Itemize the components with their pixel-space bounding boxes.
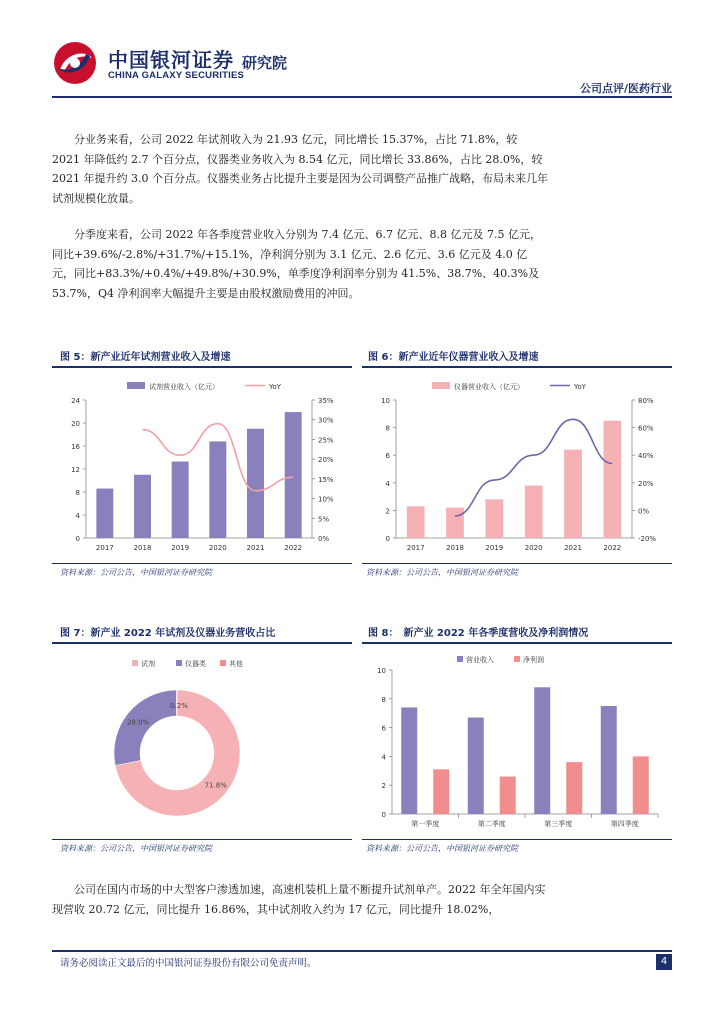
x-tick-label: 第二季度 bbox=[477, 820, 506, 828]
y-tick-label-left: 16 bbox=[71, 443, 80, 451]
fig5-top-rule bbox=[52, 366, 352, 368]
footer-disclaimer: 请务必阅读正文最后的中国银河证券股份有限公司免责声明。 bbox=[60, 958, 317, 969]
legend-label-line: YoY bbox=[574, 383, 586, 391]
x-tick-label: 2020 bbox=[208, 544, 227, 552]
footer-divider bbox=[52, 950, 672, 952]
legend-label-bar: 仪器营业收入（亿元） bbox=[454, 383, 524, 391]
fig6-top-rule bbox=[362, 366, 672, 368]
bar bbox=[485, 499, 503, 538]
fig6-chart bbox=[362, 370, 672, 560]
y-tick-label-right: 20% bbox=[638, 479, 654, 488]
y-tick-label-left: 4 bbox=[75, 512, 80, 520]
bar bbox=[285, 412, 302, 538]
y-tick-label-right: -20% bbox=[638, 535, 657, 543]
fig8-chart bbox=[362, 646, 672, 836]
x-tick-label: 2019 bbox=[171, 544, 190, 552]
donut-slice bbox=[114, 690, 177, 766]
bar bbox=[564, 450, 582, 538]
header-divider bbox=[52, 96, 672, 98]
y-tick-label-left: 0 bbox=[385, 535, 390, 543]
fig6-source: 资料来源：公司公告，中国银河证券研究院 bbox=[366, 568, 518, 577]
fig8-title: 图 8： 新产业 2022 年各季度营收及净利润情况 bbox=[368, 628, 589, 639]
x-tick-label: 2019 bbox=[485, 544, 504, 552]
y-tick-label: 0 bbox=[381, 811, 386, 819]
y-tick-label-left: 4 bbox=[385, 479, 390, 488]
bar bbox=[566, 762, 582, 814]
bar bbox=[433, 769, 449, 814]
fig8-top-rule bbox=[362, 642, 672, 644]
y-tick-label-right: 40% bbox=[638, 452, 654, 461]
x-tick-label: 2018 bbox=[133, 544, 152, 552]
bar bbox=[468, 718, 484, 814]
legend-swatch-bar bbox=[432, 382, 450, 389]
bar bbox=[134, 475, 151, 538]
y-tick-label: 2 bbox=[381, 782, 386, 791]
y-tick-label-left: 8 bbox=[385, 424, 390, 433]
paragraph-text: 公司在国内市场的中大型客户渗透加速，高速机装机上量不断提升试剂单产。2022 年全年国内实现营收 20.72 亿元，同比提升 16.86%，其中试剂收入约为 17 亿元，同比提升 18.02%， bbox=[52, 883, 546, 916]
y-tick-label: 8 bbox=[381, 695, 386, 704]
fig5-bottom-rule bbox=[52, 563, 352, 564]
x-tick-label: 2021 bbox=[246, 544, 265, 552]
legend-label: 净利润 bbox=[523, 656, 544, 664]
paragraph-business-split bbox=[52, 130, 548, 208]
paragraph-quarterly bbox=[52, 225, 548, 303]
fig6-bottom-rule bbox=[362, 563, 672, 564]
bar bbox=[601, 706, 617, 814]
fig5-source: 资料来源：公司公告，中国银河证券研究院 bbox=[60, 568, 212, 577]
bar bbox=[401, 707, 417, 814]
legend-swatch bbox=[514, 656, 520, 662]
y-tick-label-left: 10 bbox=[381, 397, 390, 405]
y-tick-label-left: 12 bbox=[71, 466, 80, 474]
y-tick-label-right: 30% bbox=[318, 416, 334, 425]
page-header bbox=[0, 0, 724, 100]
fig7-chart bbox=[52, 646, 352, 836]
legend-label-bar: 试剂营业收入（亿元） bbox=[149, 383, 219, 391]
fig7-bottom-rule bbox=[52, 839, 352, 840]
legend-label: 营业收入 bbox=[466, 656, 494, 664]
fig7-top-rule bbox=[52, 642, 352, 644]
y-tick-label-right: 80% bbox=[638, 397, 654, 405]
brand-name-en: CHINA GALAXY SECURITIES bbox=[108, 70, 245, 81]
y-tick-label-left: 24 bbox=[71, 397, 80, 405]
y-tick-label-right: 0% bbox=[318, 535, 330, 543]
legend-label: 试剂 bbox=[141, 660, 155, 668]
legend-label-line: YoY bbox=[269, 383, 281, 391]
paragraph-text: 分业务来看，公司 2022 年试剂收入为 21.93 亿元，同比增长 15.37%，占比 71.8%，较 2021 年降低约 2.7 个百分点，仪器类业务收入为 8.54 亿元，同比增长 33.86%，占比 28.0%，较 2021 年提升约 3.0 个百分点。仪器类业务占比提升主要是因为公司调整产品推广战略，布局未来几年试剂规模化放量。 bbox=[52, 133, 548, 205]
bar bbox=[407, 506, 425, 538]
legend-swatch bbox=[176, 660, 182, 666]
legend-swatch bbox=[457, 656, 463, 662]
brand-name-cn: 中国银河证券 bbox=[108, 48, 234, 72]
legend-swatch bbox=[220, 660, 226, 666]
slice-label: 71.8% bbox=[204, 781, 227, 790]
x-tick-label: 第三季度 bbox=[544, 820, 573, 828]
bar bbox=[603, 421, 621, 538]
y-tick-label: 10 bbox=[377, 667, 386, 675]
bar bbox=[247, 429, 264, 538]
fig7-source: 资料来源：公司公告，中国银河证券研究院 bbox=[60, 844, 212, 853]
galaxy-logo-icon bbox=[52, 40, 98, 86]
fig5-chart bbox=[52, 370, 352, 560]
x-tick-label: 第一季度 bbox=[411, 820, 440, 828]
y-tick-label-left: 0 bbox=[75, 535, 80, 543]
legend-label: 仪器类 bbox=[185, 660, 206, 668]
fig6-title: 图 6：新产业近年仪器营业收入及增速 bbox=[368, 352, 539, 363]
x-tick-label: 2022 bbox=[284, 544, 303, 552]
paragraph-text: 分季度来看，公司 2022 年各季度营业收入分别为 7.4 亿元、6.7 亿元、8.8 亿元及 7.5 亿元，同比+39.6%/-2.8%/+31.7%/+15.1%，净利润分别为 3.1 亿元、2.6 亿元、3.6 亿元及 4.0 亿元，同比+83.3%/+0.4%/+49.8%/+30.9%，单季度净利润率分别为 41.5%、38.7%、40.3%及 53.7%，Q4 净利润率大幅提升主要是由股权激励费用的冲回。 bbox=[52, 228, 541, 300]
y-tick-label-left: 2 bbox=[385, 507, 390, 516]
slice-label: 28.0% bbox=[126, 718, 150, 727]
y-tick-label-right: 20% bbox=[318, 456, 334, 465]
paragraph-domestic-market bbox=[52, 880, 548, 919]
y-tick-label-right: 35% bbox=[318, 397, 334, 405]
fig8-bottom-rule bbox=[362, 839, 672, 840]
x-tick-label: 2020 bbox=[524, 544, 543, 552]
x-tick-label: 第四季度 bbox=[610, 820, 639, 828]
x-tick-label: 2021 bbox=[564, 544, 582, 552]
report-category: 公司点评/医药行业 bbox=[579, 82, 672, 95]
x-tick-label: 2017 bbox=[95, 544, 114, 552]
y-tick-label-left: 20 bbox=[71, 420, 80, 428]
page-number: 4 bbox=[656, 954, 672, 970]
y-tick-label-left: 6 bbox=[385, 452, 390, 461]
fig5-title: 图 5：新产业近年试剂营业收入及增速 bbox=[60, 352, 231, 363]
bar bbox=[534, 687, 550, 814]
bar bbox=[633, 756, 649, 814]
bar bbox=[96, 489, 113, 538]
x-tick-label: 2017 bbox=[406, 544, 425, 552]
y-tick-label-right: 25% bbox=[318, 436, 334, 445]
bar bbox=[172, 462, 189, 538]
y-tick-label-right: 5% bbox=[318, 515, 330, 524]
bar bbox=[500, 777, 516, 814]
x-tick-label: 2022 bbox=[603, 544, 622, 552]
fig8-source: 资料来源：公司公告，中国银河证券研究院 bbox=[366, 844, 518, 853]
legend-swatch bbox=[132, 660, 138, 666]
bar bbox=[209, 441, 226, 538]
fig7-title: 图 7：新产业 2022 年试剂及仪器业务营收占比 bbox=[60, 628, 276, 639]
bar bbox=[446, 508, 464, 538]
y-tick-label: 4 bbox=[381, 753, 386, 762]
bar bbox=[525, 486, 543, 538]
legend-swatch-bar bbox=[127, 382, 145, 389]
y-tick-label-right: 15% bbox=[318, 475, 334, 484]
y-tick-label-left: 8 bbox=[75, 489, 80, 497]
y-tick-label-right: 0% bbox=[638, 507, 650, 516]
x-tick-label: 2018 bbox=[446, 544, 464, 552]
y-tick-label-right: 60% bbox=[638, 424, 654, 433]
y-tick-label-right: 10% bbox=[318, 495, 334, 504]
institute-label: 研究院 bbox=[242, 54, 288, 72]
slice-label: 0.2% bbox=[170, 702, 188, 710]
y-tick-label: 6 bbox=[381, 724, 386, 733]
legend-label: 其他 bbox=[229, 660, 243, 668]
